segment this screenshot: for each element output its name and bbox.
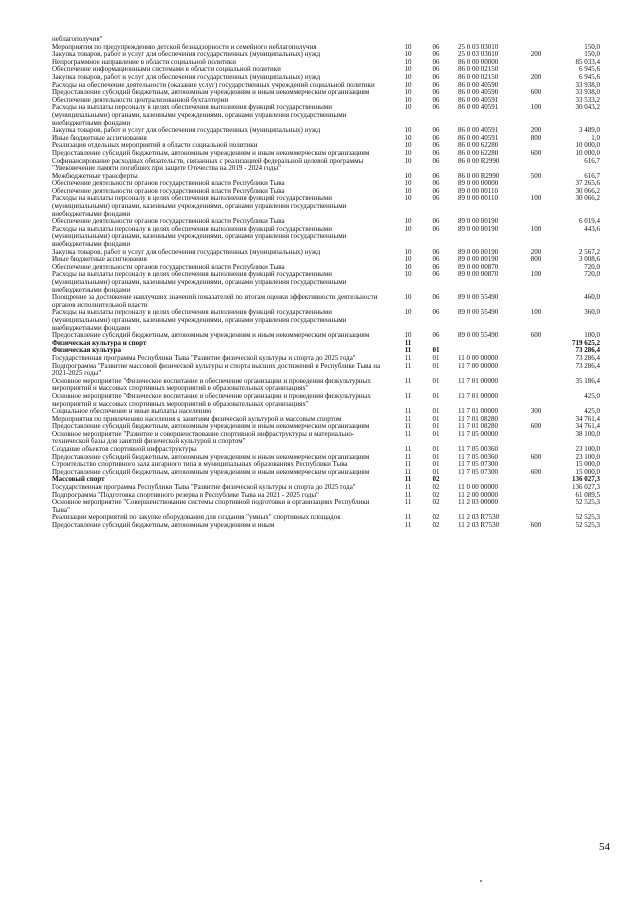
row-target-article: 11 7 05 00360 — [458, 452, 498, 461]
row-name: Иные бюджетные ассигнования — [52, 133, 147, 142]
row-section: 10 — [404, 255, 412, 264]
row-section: 10 — [404, 270, 412, 279]
row-subsection: 06 — [432, 293, 440, 302]
row-section: 11 — [404, 513, 412, 522]
row-target-article: 86 0 00 02150 — [458, 72, 499, 81]
row-target-article: 25 0 03 03010 — [458, 42, 499, 51]
row-subsection: 02 — [432, 490, 440, 499]
row-target-article: 86 0 00 62280 — [458, 141, 499, 150]
row-name: Социальное обеспечение и иные выплаты населению — [52, 407, 212, 416]
row-name: Основное мероприятие "Физическое воспитание и обеспечение организации и проведения физкультурных мероприятий и массовых спортивных мероприятий в образовательных организациях" — [52, 376, 371, 393]
row-section: 10 — [404, 262, 412, 271]
row-subsection: 01 — [432, 376, 440, 385]
row-amount: 100,0 — [584, 331, 600, 340]
row-name: Предоставление субсидий бюджетным, автономным учреждениям и иным некоммерческим организациям — [52, 467, 370, 476]
row-subsection: 01 — [432, 429, 440, 438]
row-target-article: 89 0 00 55490 — [458, 331, 499, 340]
row-amount: 616,7 — [584, 156, 600, 165]
row-target-article: 86 0 00 02150 — [458, 65, 499, 74]
row-subsection: 06 — [432, 331, 440, 340]
row-amount: 136 027,3 — [572, 483, 600, 492]
row-target-article: 89 0 00 00870 — [458, 270, 499, 279]
row-expense-type: 200 — [530, 247, 542, 256]
row-amount: 2 567,2 — [579, 247, 600, 256]
row-section: 11 — [404, 338, 412, 347]
row-amount: 61 089,5 — [575, 490, 600, 499]
row-expense-type: 800 — [530, 133, 542, 142]
row-amount: 425,0 — [584, 407, 600, 416]
row-target-article: 86 0 00 R2990 — [458, 156, 500, 165]
row-section: 10 — [404, 141, 412, 150]
row-subsection: 01 — [432, 414, 440, 423]
row-target-article: 89 0 00 55490 — [458, 293, 499, 302]
row-name: Создание объектов спортивной инфраструктуры — [52, 445, 197, 454]
row-subsection: 06 — [432, 42, 440, 51]
row-amount: 34 761,4 — [575, 414, 600, 423]
row-name: Предоставление субсидий бюджетным, автономным учреждениям и иным — [52, 521, 275, 529]
row-name: Расходы на выплаты персоналу в целях обеспечения выполнения функций государственными (муниципальными) органами, казенными учреждениями, органами управления государственными внебюджетными фондами — [52, 308, 347, 332]
table-row — [52, 195, 612, 218]
row-target-article: 11 7 01 00000 — [458, 376, 498, 385]
row-amount: 720,0 — [584, 270, 600, 279]
row-target-article: 89 0 00 00190 — [458, 255, 499, 264]
row-expense-type: 600 — [530, 467, 542, 476]
row-section: 10 — [404, 308, 412, 317]
row-target-article: 89 0 00 55490 — [458, 308, 499, 317]
row-amount: 1,0 — [591, 133, 600, 142]
table-row — [52, 522, 612, 530]
row-amount: 15 000,0 — [575, 467, 600, 476]
row-subsection: 06 — [432, 262, 440, 271]
row-name: Предоставление субсидий бюджетным, автономным учреждениям и иным некоммерческим организациям — [52, 148, 370, 157]
table-row — [52, 309, 612, 332]
row-name: Мероприятия по привлечению населения к занятиям физической культурой и массовым спортом — [52, 414, 342, 423]
row-section: 10 — [404, 72, 412, 81]
row-section: 11 — [404, 422, 412, 431]
row-expense-type: 200 — [530, 72, 542, 81]
row-target-article: 86 0 00 40590 — [458, 88, 499, 97]
row-amount: 616,7 — [584, 171, 600, 180]
row-target-article: 11 7 01 08280 — [458, 422, 498, 431]
row-subsection: 06 — [432, 103, 440, 112]
row-name: Закупка товаров, работ и услуг для обеспечения государственных (муниципальных) нужд — [52, 72, 321, 81]
row-subsection: 01 — [432, 353, 440, 362]
row-name: Физическая культура и спорт — [52, 338, 147, 347]
row-target-article: 86 0 00 40591 — [458, 126, 499, 135]
row-subsection: 06 — [432, 255, 440, 264]
row-expense-type: 100 — [530, 103, 542, 112]
row-name: Реализации мероприятий по закупке оборудования для создания "умных" спортивных площадок — [52, 513, 341, 522]
table-row — [52, 378, 612, 393]
row-name: Расходы на выплаты персоналу в целях обеспечения выполнения функций государственными (муниципальными) органами, казенными учреждениями, органами управления государственными внебюджетными фондами — [52, 270, 347, 294]
row-target-article: 11 7 01 08280 — [458, 414, 498, 423]
row-section: 10 — [404, 80, 412, 89]
row-section: 10 — [404, 65, 412, 74]
row-amount: 23 100,0 — [575, 445, 600, 454]
row-amount: 73 286,4 — [575, 346, 600, 355]
row-amount: 38 100,0 — [575, 429, 600, 438]
row-expense-type: 500 — [530, 171, 542, 180]
row-target-article: 11 2 03 R7530 — [458, 521, 500, 529]
row-subsection: 06 — [432, 224, 440, 233]
row-amount: 33 938,0 — [575, 88, 600, 97]
row-amount: 6 019,4 — [579, 217, 600, 226]
row-amount: 425,0 — [584, 391, 600, 400]
row-section: 10 — [404, 217, 412, 226]
row-name: неблагополучия" — [52, 35, 103, 43]
row-section: 11 — [404, 391, 412, 400]
row-section: 10 — [404, 247, 412, 256]
row-target-article: 11 2 03 R7530 — [458, 513, 500, 522]
row-section: 11 — [404, 452, 412, 461]
row-amount: 150,0 — [584, 42, 600, 51]
row-expense-type: 100 — [530, 224, 542, 233]
row-subsection: 06 — [432, 247, 440, 256]
row-target-article: 11 7 01 00000 — [458, 391, 498, 400]
row-section: 11 — [404, 445, 412, 454]
row-amount: 15 000,0 — [575, 460, 600, 469]
row-section: 11 — [404, 498, 412, 507]
table-row — [52, 363, 612, 378]
row-subsection: 02 — [432, 513, 440, 522]
row-name: Обеспечение деятельности органов государственной власти Республики Тыва — [52, 179, 285, 188]
row-section: 10 — [404, 42, 412, 51]
row-section: 10 — [404, 148, 412, 157]
row-subsection: 06 — [432, 95, 440, 104]
scan-speck — [480, 880, 482, 882]
table-row — [52, 393, 612, 408]
row-target-article: 89 0 00 00110 — [458, 186, 498, 195]
row-amount: 85 033,4 — [575, 57, 600, 66]
row-subsection: 02 — [432, 475, 440, 484]
row-section: 10 — [404, 133, 412, 142]
row-target-article: 86 0 00 00000 — [458, 57, 499, 66]
row-name: Предоставление субсидий бюджетным, автономным учреждениям и иным некоммерческим организациям — [52, 422, 370, 431]
row-section: 11 — [404, 467, 412, 476]
row-expense-type: 600 — [530, 88, 542, 97]
row-subsection: 06 — [432, 270, 440, 279]
row-name: Межбюджетные трансферты — [52, 171, 138, 180]
row-name: Предоставление субсидий бюджетным, автономным учреждениям и иным некоммерческим организациям — [52, 452, 370, 461]
row-amount: 30 066,2 — [575, 194, 600, 203]
row-subsection: 06 — [432, 179, 440, 188]
table-row — [52, 271, 612, 294]
row-expense-type: 100 — [530, 194, 542, 203]
row-section: 10 — [404, 194, 412, 203]
row-amount: 443,6 — [584, 224, 600, 233]
row-subsection: 06 — [432, 186, 440, 195]
row-amount: 460,0 — [584, 293, 600, 302]
row-subsection: 06 — [432, 171, 440, 180]
row-target-article: 11 7 05 07300 — [458, 467, 498, 476]
row-amount: 73 286,4 — [575, 353, 600, 362]
row-name: Основное мероприятие "Совершенствование системы спортивной подготовки в организациях Республики Тыва" — [52, 498, 370, 514]
row-target-article: 11 2 00 00000 — [458, 490, 498, 499]
row-subsection: 02 — [432, 483, 440, 492]
row-amount: 37 265,6 — [575, 179, 600, 188]
row-name: Предоставление субсидий бюджетным, автономным учреждениям и иным некоммерческим организациям — [52, 331, 370, 340]
row-subsection: 01 — [432, 467, 440, 476]
row-subsection: 06 — [432, 65, 440, 74]
row-amount: 3 008,6 — [579, 255, 600, 264]
row-name: Обеспечение деятельности органов государственной власти Республики Тыва — [52, 186, 285, 195]
row-subsection: 06 — [432, 50, 440, 59]
row-subsection: 01 — [432, 346, 440, 355]
row-name: Расходы на выплаты персоналу в целях обеспечения выполнения функций государственными (муниципальными) органами, казенными учреждениями, органами управления государственными внебюджетными фондами — [52, 224, 347, 249]
row-name: Подпрограмма "Развитие массовой физической культуры и спорта высших достижений в Республике Тыва на 2021-2025 годы" — [52, 361, 381, 378]
row-expense-type: 100 — [530, 308, 542, 317]
row-subsection: 06 — [432, 88, 440, 97]
row-amount: 719 625,2 — [572, 338, 600, 347]
table-row — [52, 499, 612, 514]
row-amount: 360,0 — [584, 308, 600, 317]
row-amount: 33 533,2 — [575, 95, 600, 104]
row-section: 10 — [404, 293, 412, 302]
row-target-article: 86 0 00 40591 — [458, 95, 499, 104]
row-name: Основное мероприятие "Развитие и совершенствование спортивной инфраструктуры и материально-технической базы для занятий физической культурой и спортом" — [52, 429, 355, 446]
row-amount: 30 066,2 — [575, 186, 600, 195]
row-target-article: 89 0 00 00870 — [458, 262, 499, 271]
row-name: Массовый спорт — [52, 475, 105, 484]
row-subsection: 06 — [432, 141, 440, 150]
row-subsection: 01 — [432, 361, 440, 370]
row-section: 11 — [404, 361, 412, 370]
row-name: Обеспечение деятельности централизованной бухгалтерии — [52, 95, 229, 104]
row-name: Строительство спортивного зала ангарного типа в муниципальных образованиях Республики Тыва — [52, 460, 348, 469]
row-expense-type: 600 — [530, 452, 542, 461]
row-target-article: 11 2 03 00000 — [458, 498, 498, 507]
row-target-article: 86 0 00 40591 — [458, 133, 499, 142]
row-subsection: 06 — [432, 57, 440, 66]
row-amount: 73 286,4 — [575, 361, 600, 370]
row-subsection: 06 — [432, 148, 440, 157]
row-name: Поощрение за достижение наилучших значений показателей по итогам оценки эффективности деятельности органов исполнительной власти — [52, 293, 378, 309]
budget-table — [52, 36, 612, 530]
row-name: Подпрограмма "Подготовка спортивного резерва в Республике Тыва на 2021 - 2025 годы" — [52, 490, 319, 499]
row-name: Мероприятия по предупреждению детской безнадзорности и семейного неблагополучия — [52, 42, 317, 51]
row-section: 10 — [404, 95, 412, 104]
row-target-article: 25 0 03 03010 — [458, 50, 499, 59]
row-subsection: 06 — [432, 80, 440, 89]
row-target-article: 11 7 05 00360 — [458, 445, 498, 454]
row-name: Непрограммное направление в области социальной политики — [52, 57, 236, 66]
row-name: Обеспечение информационными системами в области социальной политики — [52, 65, 281, 74]
row-amount: 33 938,0 — [575, 80, 600, 89]
row-section: 10 — [404, 171, 412, 180]
row-subsection: 01 — [432, 460, 440, 469]
row-name: Закупка товаров, работ и услуг для обеспечения государственных (муниципальных) нужд — [52, 126, 321, 135]
row-section: 11 — [404, 407, 412, 416]
row-name: Предоставление субсидий бюджетным, автономным учреждениям и иным некоммерческим организациям — [52, 88, 370, 97]
row-amount: 720,0 — [584, 262, 600, 271]
row-target-article: 89 0 00 00190 — [458, 224, 499, 233]
row-section: 10 — [404, 88, 412, 97]
row-expense-type: 300 — [530, 407, 542, 416]
row-target-article: 89 0 00 00190 — [458, 247, 499, 256]
row-subsection: 02 — [432, 521, 440, 529]
row-target-article: 11 7 00 00000 — [458, 361, 498, 370]
row-name: Софинансирование расходных обязательств, связанных с реализацией федеральной целевой программы "Увековечение памяти погибших при защите Отечества на 2019 - 2024 годы" — [52, 156, 364, 173]
row-section: 11 — [404, 483, 412, 492]
row-section: 10 — [404, 103, 412, 112]
row-target-article: 86 0 00 R2990 — [458, 171, 500, 180]
row-target-article: 89 0 00 00000 — [458, 179, 499, 188]
row-section: 11 — [404, 353, 412, 362]
table-row — [52, 158, 612, 173]
row-target-article: 86 0 00 40591 — [458, 103, 499, 112]
row-subsection: 01 — [432, 445, 440, 454]
row-subsection: 06 — [432, 133, 440, 142]
row-target-article: 11 0 00 00000 — [458, 353, 498, 362]
row-subsection: 01 — [432, 391, 440, 400]
row-expense-type: 200 — [530, 126, 542, 135]
row-subsection: 06 — [432, 194, 440, 203]
row-target-article: 11 0 00 00000 — [458, 483, 498, 492]
row-section: 10 — [404, 57, 412, 66]
row-amount: 52 525,3 — [575, 498, 600, 507]
row-section: 11 — [404, 521, 412, 529]
row-name: Государственная программа Республики Тыва "Развитие физической культуры и спорта до 2025 года" — [52, 353, 356, 362]
row-expense-type: 600 — [530, 521, 542, 529]
table-row — [52, 104, 612, 127]
row-target-article: 11 7 01 00000 — [458, 407, 498, 416]
row-target-article: 86 0 00 62280 — [458, 148, 499, 157]
row-subsection: 06 — [432, 72, 440, 81]
row-section: 10 — [404, 331, 412, 340]
row-amount: 6 945,6 — [579, 72, 600, 81]
row-expense-type: 600 — [530, 148, 542, 157]
row-amount: 10 000,0 — [575, 141, 600, 150]
row-amount: 23 100,0 — [575, 452, 600, 461]
row-amount: 150,0 — [584, 50, 600, 59]
row-amount: 52 525,3 — [575, 521, 600, 529]
table-row — [52, 340, 612, 348]
row-expense-type: 600 — [530, 422, 542, 431]
row-amount: 3 489,0 — [579, 126, 600, 135]
row-name: Иные бюджетные ассигнования — [52, 255, 147, 264]
row-section: 10 — [404, 186, 412, 195]
row-subsection: 01 — [432, 422, 440, 431]
row-name: Расходы на обеспечение деятельности (оказание услуг) государственных учреждений социальной политики — [52, 80, 375, 89]
row-section: 11 — [404, 414, 412, 423]
row-expense-type: 800 — [530, 255, 542, 264]
row-target-article: 11 7 05 00000 — [458, 429, 498, 438]
row-target-article: 11 7 05 07300 — [458, 460, 498, 469]
row-section: 11 — [404, 429, 412, 438]
row-section: 10 — [404, 126, 412, 135]
row-subsection: 02 — [432, 498, 440, 507]
table-row — [52, 431, 612, 446]
page-number: 54 — [599, 841, 610, 853]
row-subsection: 06 — [432, 217, 440, 226]
row-amount: 30 043,2 — [575, 103, 600, 112]
table-row — [52, 294, 612, 309]
table-row — [52, 226, 612, 249]
row-section: 11 — [404, 376, 412, 385]
row-name: Основное мероприятие "Физическое воспитание и обеспечение организации и проведения физкультурных мероприятий и массовых спортивных мероприятий в образовательных организациях" — [52, 391, 371, 408]
row-section: 10 — [404, 179, 412, 188]
table-row — [52, 469, 612, 477]
row-amount: 35 186,4 — [575, 376, 600, 385]
row-expense-type: 200 — [530, 50, 542, 59]
row-amount: 136 027,3 — [572, 475, 600, 484]
row-target-article: 86 0 00 40590 — [458, 80, 499, 89]
row-name: Закупка товаров, работ и услуг для обеспечения государственных (муниципальных) нужд — [52, 247, 321, 256]
row-subsection: 01 — [432, 407, 440, 416]
row-section: 11 — [404, 346, 412, 355]
row-section: 10 — [404, 156, 412, 165]
row-section: 10 — [404, 224, 412, 233]
row-name: Государственная программа Республики Тыва "Развитие физической культуры и спорта до 2025 года" — [52, 483, 356, 492]
row-amount: 52 525,3 — [575, 513, 600, 522]
row-expense-type: 600 — [530, 331, 542, 340]
row-subsection: 01 — [432, 452, 440, 461]
row-name: Обеспечение деятельности органов государственной власти Республики Тыва — [52, 217, 285, 226]
row-name: Расходы на выплаты персоналу в целях обеспечения выполнения функций государственными (муниципальными) органами, казенными учреждениями, органами управления государственными внебюджетными фондами — [52, 194, 347, 218]
row-amount: 6 945,6 — [579, 65, 600, 74]
row-section: 11 — [404, 460, 412, 469]
row-subsection: 06 — [432, 126, 440, 135]
row-expense-type: 100 — [530, 270, 542, 279]
row-name: Физическая культура — [52, 346, 121, 355]
row-name: Закупка товаров, работ и услуг для обеспечения государственных (муниципальных) нужд — [52, 50, 321, 59]
row-amount: 10 000,0 — [575, 148, 600, 157]
row-subsection: 06 — [432, 156, 440, 165]
row-section: 10 — [404, 50, 412, 59]
row-target-article: 89 0 00 00110 — [458, 194, 498, 203]
row-name: Обеспечение деятельности органов государственной власти Республики Тыва — [52, 262, 285, 271]
row-target-article: 89 0 00 00190 — [458, 217, 499, 226]
row-name: Реализация отдельных мероприятий в области социальной политики — [52, 141, 258, 150]
row-subsection: 06 — [432, 308, 440, 317]
row-amount: 34 761,4 — [575, 422, 600, 431]
row-section: 11 — [404, 490, 412, 499]
row-name: Расходы на выплаты персоналу в целях обеспечения выполнения функций государственными (муниципальными) органами, казенными учреждениями, органами управления государственными внебюджетными фондами — [52, 103, 347, 127]
row-section: 11 — [404, 475, 412, 484]
